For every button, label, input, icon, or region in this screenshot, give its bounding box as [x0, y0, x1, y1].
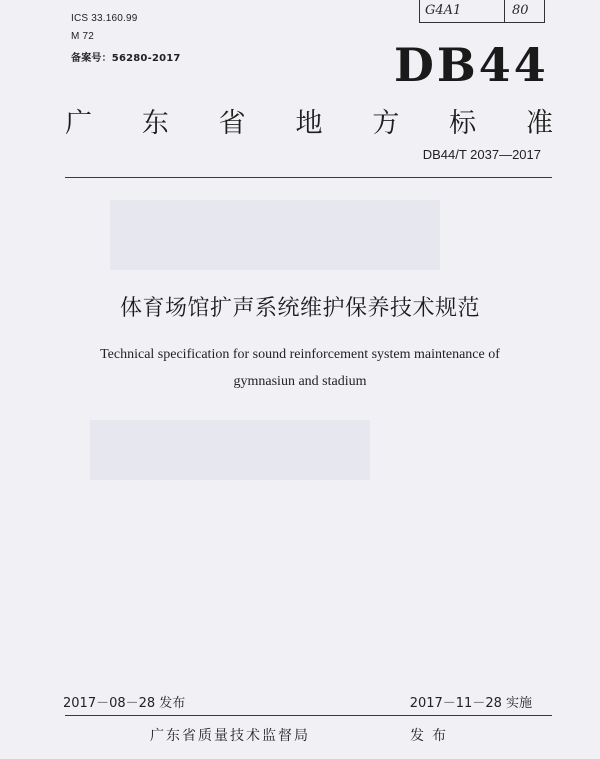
stamp-divider	[504, 0, 505, 22]
archive-stamp-box	[419, 0, 545, 23]
category-code: M 72	[71, 31, 95, 42]
document-title-en-line2: gymnasiun and stadium	[233, 374, 367, 389]
standard-number: DB44/T 2037—2017	[422, 147, 541, 162]
document-title-en-line1: Technical specification for sound reinforcement system maintenance of	[100, 347, 500, 362]
release-date: 2017－08－28 发布	[63, 696, 186, 711]
heading-char: 地	[295, 108, 323, 139]
document-title-cn: 体育场馆扩声系统维护保养技术规范	[119, 296, 480, 321]
header-divider	[65, 177, 552, 178]
heading-char: 标	[449, 108, 477, 139]
heading-char: 省	[218, 108, 246, 139]
heading-char: 东	[141, 108, 169, 139]
ics-code: ICS 33.160.99	[71, 13, 138, 24]
scan-artifact	[90, 420, 370, 480]
footer-divider	[65, 715, 552, 716]
issuing-authority: 广东省质量技术监督局	[150, 728, 310, 744]
issue-label: 发布	[410, 728, 454, 744]
record-number: 备案号：56280-2017	[71, 53, 181, 64]
implement-date: 2017－11－28 实施	[409, 696, 532, 711]
db44-logo: DB44	[394, 38, 549, 92]
heading-char: 广	[65, 108, 92, 139]
stamp-number: 80	[512, 3, 529, 18]
scan-artifact	[110, 200, 440, 270]
stamp-code: G4A1	[425, 3, 462, 18]
heading-char: 方	[372, 108, 400, 139]
standard-type-heading	[65, 101, 553, 140]
heading-char: 准	[525, 108, 553, 139]
